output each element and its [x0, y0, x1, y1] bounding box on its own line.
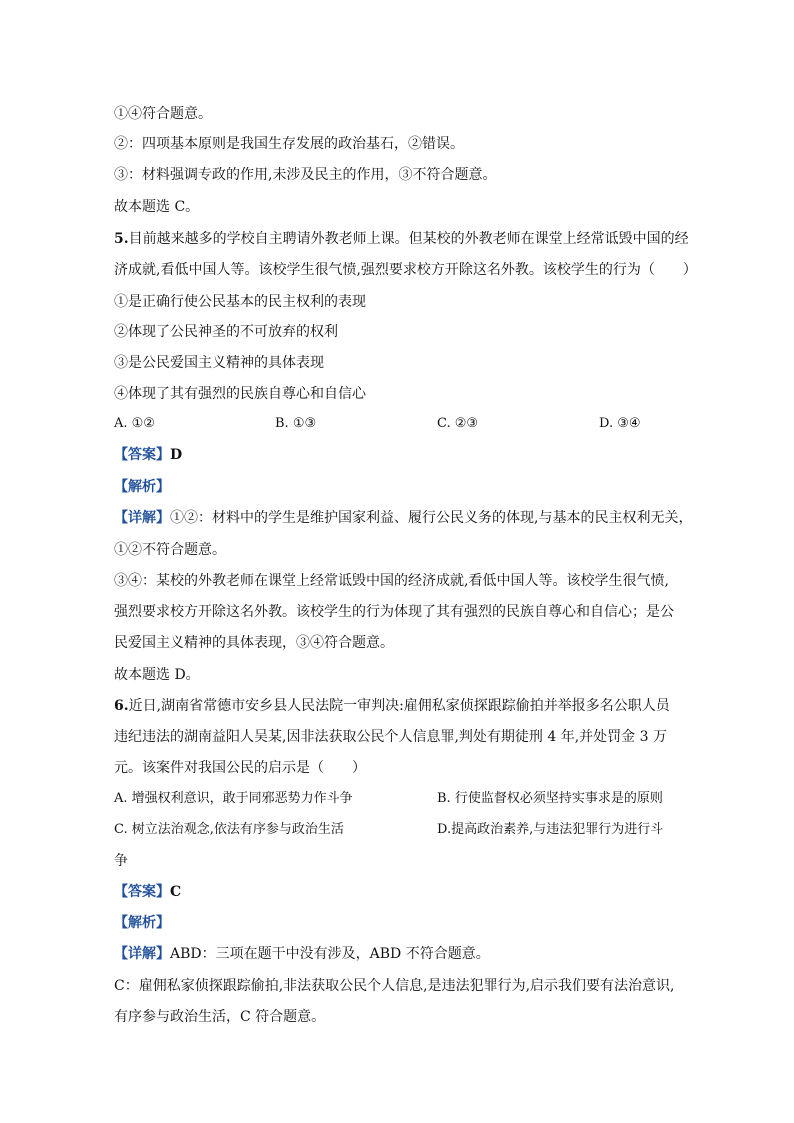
- q5-analysis-line: [114, 477, 694, 497]
- q5-detail-tag: 【详解】: [114, 510, 170, 526]
- q5-stem-text-1: 目前越来越多的学校自主聘请外教老师上课。但某校的外教老师在课堂上经常诋毁中国的经: [128, 231, 689, 247]
- q6-option-c: C. 树立法治观念,依法有序参与政治生活: [114, 822, 344, 837]
- q5-conclusion: 故本题选 D。: [114, 667, 200, 683]
- q5-answer-tag: 【答案】: [114, 447, 170, 463]
- q6-detail-line-3: 有序参与政治生活，C 符合题意。: [114, 1009, 326, 1025]
- q6-answer-tag: 【答案】: [114, 884, 170, 900]
- q6-detail-tag: 【详解】: [114, 946, 170, 962]
- q6-stem-text-1: 近日,湖南省常德市安乡县人民法院一审判决:雇佣私家侦探跟踪偷拍并举报多名公职人员: [128, 698, 670, 714]
- q6-detail-line-1: [114, 944, 694, 964]
- q6-answer-value: C: [170, 884, 182, 900]
- q6-stem-line-1: [114, 696, 694, 716]
- q6-option-d-continued: 争: [114, 853, 128, 869]
- q5-detail-line-4: 强烈要求校方开除这名外教。该校学生的行为体现了其有强烈的民族自尊心和自信心；是公: [114, 604, 674, 620]
- q6-analysis-line: [114, 913, 694, 933]
- q6-detail-line-2: C：雇佣私家侦探跟踪偷拍,非法获取公民个人信息,是违法犯罪行为,启示我们要有法治意识,: [114, 978, 675, 994]
- q5-option-b: B. ①③: [275, 416, 317, 431]
- q5-option-d: D. ③④: [599, 416, 641, 431]
- q5-detail-text-1: ①②：材料中的学生是维护国家利益、履行公民义务的体现,与基本的民主权利无关，: [170, 510, 693, 526]
- q6-option-a: A. 增强权利意识，敢于同邪恶势力作斗争: [114, 791, 353, 806]
- q6-detail-text-1: ABD：三项在题干中没有涉及，ABD 不符合题意。: [170, 946, 490, 962]
- q5-statement-4: ④体现了其有强烈的民族自尊心和自信心: [114, 386, 366, 402]
- prev-analysis-line-3: ③：材料强调专政的作用,未涉及民主的作用，③不符合题意。: [114, 167, 497, 183]
- q5-analysis-tag: 【解析】: [114, 479, 170, 495]
- q6-option-b: B. 行使监督权必须坚持实事求是的原则: [437, 791, 663, 806]
- q5-statement-3: ③是公民爱国主义精神的具体表现: [114, 355, 324, 371]
- q6-answer-line: [114, 882, 694, 902]
- q5-number: 5.: [114, 231, 129, 247]
- q5-option-a: A. ①②: [114, 416, 155, 431]
- q5-detail-line-1: [114, 508, 694, 528]
- q5-statement-2: ②体现了公民神圣的不可放弃的权利: [114, 324, 338, 340]
- q5-statement-1: ①是正确行使公民基本的民主权利的表现: [114, 294, 366, 310]
- prev-analysis-line-1: ①④符合题意。: [114, 106, 212, 122]
- prev-conclusion: 故本题选 C。: [114, 199, 200, 215]
- q6-stem-line-3: 元。该案件对我国公民的启示是（ ）: [114, 760, 366, 776]
- q5-answer-value: D: [170, 447, 183, 463]
- q5-stem-line-2: 济成就,看低中国人等。该校学生很气愤,强烈要求校方开除这名外教。该校学生的行为（ ）: [114, 262, 697, 278]
- q5-detail-line-2: ①②不符合题意。: [114, 542, 226, 558]
- q5-stem-line-1: [114, 229, 694, 249]
- q6-option-d: D.提高政治素养,与违法犯罪行为进行斗: [437, 822, 664, 837]
- q5-detail-line-5: 民爱国主义精神的具体表现，③④符合题意。: [114, 635, 394, 651]
- q5-answer-line: [114, 445, 694, 465]
- q6-stem-line-2: 违纪违法的湖南益阳人吴某,因非法获取公民个人信息罪,判处有期徒刑 4 年,并处罚金 3 万: [114, 729, 667, 745]
- q6-analysis-tag: 【解析】: [114, 915, 170, 931]
- prev-analysis-line-2: ②：四项基本原则是我国生存发展的政治基石，②错误。: [114, 136, 464, 152]
- q6-number: 6.: [114, 698, 129, 714]
- q5-option-c: C. ②③: [437, 416, 479, 431]
- q5-detail-line-3: ③④：某校的外教老师在课堂上经常诋毁中国的经济成就,看低中国人等。该校学生很气愤,: [114, 573, 669, 589]
